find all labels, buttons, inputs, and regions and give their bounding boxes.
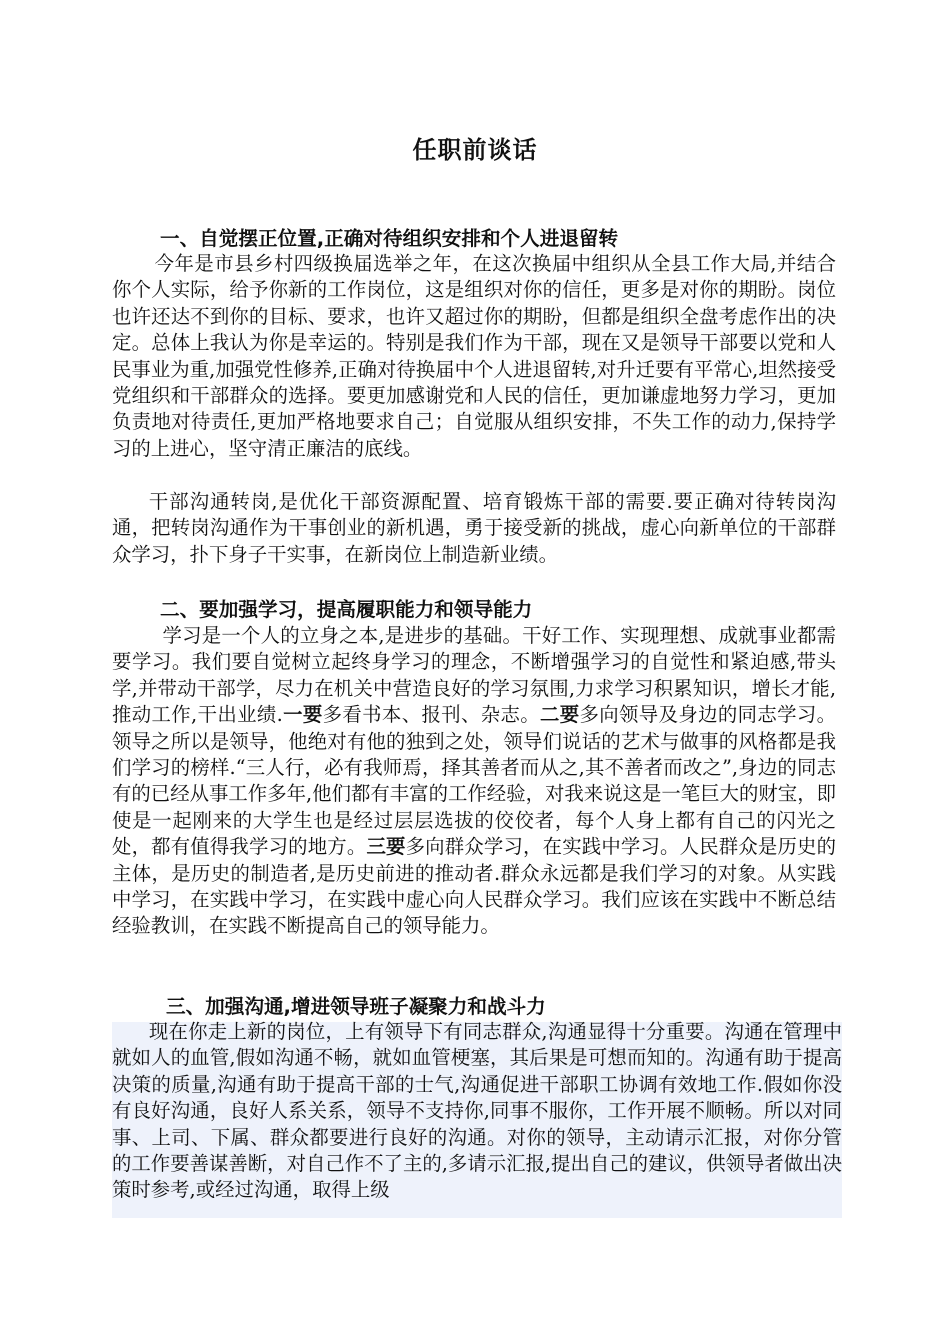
section-3-heading: 三、加强沟通,增进领导班子凝聚力和战斗力: [166, 995, 546, 1018]
point-3-text: 多向群众学习，在实践中学习。人民群众是历史的主体，是历史的制造者,是历史前进的推动者.群众永远都是我们学习的对象。从实践中学习，在实践中学习，在实践中虚心向人民群众学习。我们应该在实践中不断总结经验教训，在实践不断提高自己的领导能力。: [112, 835, 837, 938]
point-3-keyword: 三要: [366, 835, 406, 859]
section-2-paragraph: [112, 623, 836, 940]
section-1-heading: 一、自觉摆正位置,正确对待组织安排和个人进退留转: [160, 227, 619, 250]
section-2-lead: 学习是一个人的立身之本,是进步的基础。干好工作、实现理想、成就事业都需要学习。我们要自觉树立起终身学习的理念，不断增强学习的自觉性和紧迫感,带头学,并带动干部学，尽力在机关中营造良好的学习氛围,力求学习积累知识，增长才能,推动工作,干出业绩.: [112, 624, 836, 727]
section-1-paragraph-2: 干部沟通转岗,是优化干部资源配置、培育锻炼干部的需要.要正确对待转岗沟通，把转岗沟通作为干事创业的新机遇，勇于接受新的挑战，虚心向新单位的干部群众学习，扑下身子干实事，在新岗位上制造新业绩。: [112, 490, 836, 566]
point-2-keyword: 二要: [540, 703, 580, 727]
point-2-text: 多向领导及身边的同志学习。领导之所以是领导，他绝对有他的独到之处，领导们说话的艺术与做事的风格都是我们学习的榜样.“三人行，必有我师焉，择其善者而从之,其不善者而改之”,身边的同志有的已经从事工作多年,他们都有丰富的工作经验，对我来说这是一笔巨大的财宝，即使是一起刚来的大学生也是经过层层选拔的佼佼者，每个人身上都有自己的闪光之处，都有值得我学习的地方。: [112, 703, 837, 859]
point-1-keyword: 一要: [282, 703, 323, 727]
point-1-text: 多看书本、报刊、杂志。: [322, 703, 540, 727]
section-3-paragraph-1: 现在你走上新的岗位，上有领导下有同志群众,沟通显得十分重要。沟通在管理中就如人的血管,假如沟通不畅，就如血管梗塞，其后果是可想而知的。沟通有助于提高决策的质量,沟通有助于提高干部的士气,沟通促进干部职工协调有效地工作.假如你没有良好沟通，良好人系关系，领导不支持你,同事不服你，工作开展不顺畅。所以对同事、上司、下属、群众都要进行良好的沟通。对你的领导，主动请示汇报，对你分管的工作要善谋善断，对自己作不了主的,多请示汇报,提出自己的建议，供领导者做出决策时参考,或经过沟通，取得上级: [112, 1020, 842, 1202]
section-1-paragraph-1: 今年是市县乡村四级换届选举之年，在这次换届中组织从全县工作大局,并结合你个人实际，给予你新的工作岗位，这是组织对你的信任，更多是对你的期盼。岗位也许还达不到你的目标、要求，也许又超过你的期盼，但都是组织全盘考虑作出的决定。总体上我认为你是幸运的。特别是我们作为干部，现在又是领导干部要以党和人民事业为重,加强党性修养,正确对待换届中个人进退留转,对升迁要有平常心,坦然接受党组织和干部群众的选择。要更加感谢党和人民的信任，更加谦虚地努力学习，更加负责地对待责任,更加严格地要求自己；自觉服从组织安排，不失工作的动力,保持学习的上进心，坚守清正廉洁的底线。: [112, 252, 836, 460]
section-2-heading: 二、要加强学习，提高履职能力和领导能力: [160, 598, 533, 621]
document-title: 任职前谈话: [412, 136, 538, 164]
